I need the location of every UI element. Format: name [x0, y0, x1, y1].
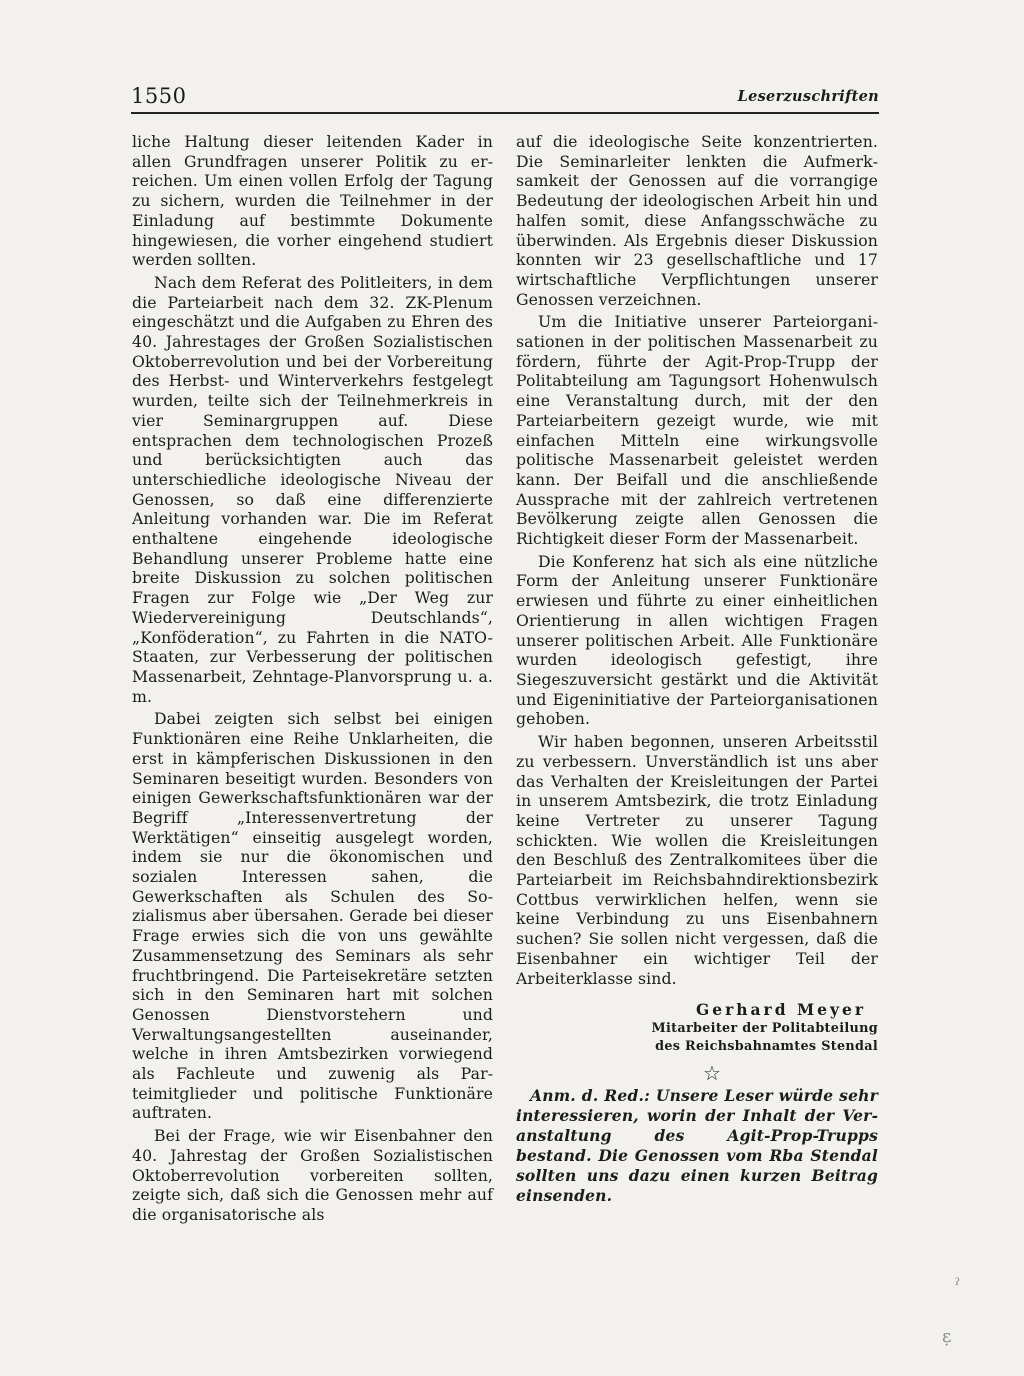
right-column	[516, 132, 878, 1206]
editor-note-label: Anm. d. Red.:	[530, 1085, 651, 1105]
star-ornament-icon: ☆	[702, 1060, 722, 1085]
page-header	[131, 78, 879, 112]
paragraph: Wir haben begonnen, unseren Arbeitsstil zu verbessern. Unverständlich ist uns aber das Verhalten der Kreisleitungen der Partei in unserem Amtsbezirk, die trotz Einladung keine Vertreter zu unserer Tagung schickten. Wie wollen die Kreisleitungen den Beschluß des Zentralkomitees über die Parteiarbeit im Reichsbahndirektionsbezirk Cottbus verwirklichen helfen, wenn sie keine Verbindung zu uns Eisenbahnern suchen? Sie sollen nicht vergessen, daß die Eisenbahner ein wichtiger Teil der Arbeiterklasse sind.	[516, 732, 878, 988]
paragraph: liche Haltung dieser leitenden Kader in allen Grundfragen unserer Politik zu erreichen. Um einen vollen Erfolg der Tagung zu sichern, wurden die Teilnehmer in der Einladung auf bestimmte Dokumente hingewiesen, die vorher eingehend studiert werden sollten.	[132, 132, 493, 270]
author-role: Mitarbeiter der Politabteilung	[651, 1020, 878, 1036]
header-rule	[131, 112, 879, 114]
scan-smudge-icon: ɛ̣	[942, 1326, 952, 1347]
left-column	[132, 132, 493, 1225]
paragraph: Dabei zeigten sich selbst bei einigen Funktionären eine Reihe Unklarheiten, die erst in kämpferischen Diskussionen in den Seminaren beseitigt wurden. Besonders von einigen Gewerkschaftsfunktionären war der Begriff „Interessenvertretung der Werktätigen“ einseitig ausgelegt worden, indem sie nur die ökonomischen und sozialen Interessen sahen, die Gewerkschaften als Schulen des Sozialismus aber übersahen. Gerade bei dieser Frage erwies sich die von uns gewählte Zusammensetzung des Seminars als sehr fruchtbringend. Die Parteisekretäre setzten sich in den Seminaren hart mit solchen Genossen Dienstvorstehern und Verwaltungsangestellten auseinander, welche in ihren Amtsbezirken vorwiegend als Fachleute und zuwenig als Parteimitglieder und politische Funktionäre auftraten.	[132, 709, 493, 1123]
author-office: des Reichsbahnamtes Stendal	[655, 1038, 878, 1054]
signature-block	[516, 1000, 878, 1056]
page-number: 1550	[131, 84, 187, 108]
paragraph: Die Konferenz hat sich als eine nützliche Form der Anleitung unserer Funktionäre erwiesen und führte zu einer einheitlichen Orientierung in allen wichtigen Fragen unserer politischen Arbeit. Alle Funktionäre wurden ideologisch gefestigt, ihre Siegeszuversicht gestärkt und die Aktivität und Eigeninitiative der Parteiorganisationen gehoben.	[516, 551, 878, 729]
scan-smudge-icon: ˀ	[955, 1275, 961, 1296]
paragraph: Nach dem Referat des Politleiters, in dem die Parteiarbeit nach dem 32. ZK-Plenum eingeschätzt und die Aufgaben zu Ehren des 40. Jahrestages der Großen Sozialistischen Oktoberrevolution und bei der Vorbereitung des Herbst- und Winterverkehrs festgelegt wurden, teilte sich der Teilnehmerkreis in vier Seminargruppen auf. Diese entsprachen dem technologischen Prozeß und berücksichtigten auch das unterschiedliche ideologische Niveau der Genossen, so daß eine differenzierte Anleitung vorhanden war. Die im Referat enthaltene eingehende ideologische Behandlung unserer Probleme hatte eine breite Diskussion zu solchen politischen Fragen zur Folge wie „Der Weg zur Wiedervereinigung Deutschlands“, „Konföderation“, zu Fahrten in die NATO-Staaten, zur Verbesserung der politischen Massenarbeit, Zehntage-Planvorsprung u. a. m.	[132, 272, 493, 706]
paragraph: Bei der Frage, wie wir Eisenbahner den 40. Jahrestag der Großen Sozialistischen Oktoberrevolution vorbereiten sollten, zeigte sich, daß sich die Genossen mehr auf die organisatorische als	[132, 1126, 493, 1224]
editor-note	[516, 1086, 878, 1206]
paragraph: auf die ideologische Seite konzentrierten. Die Seminarleiter lenkten die Aufmerksamkeit der Genossen auf die vorrangige Bedeutung der ideologischen Arbeit hin und halfen somit, diese Anfangsschwäche zu überwinden. Als Ergebnis dieser Diskussion konnten wir 23 gesellschaftliche und 17 wirtschaftliche Verpflichtungen unserer Genossen verzeichnen.	[516, 132, 878, 309]
paragraph: Um die Initiative unserer Parteiorganisationen in der politischen Massenarbeit zu fördern, führte der Agit-Prop-Trupp der Politabteilung am Tagungsort Hohenwulsch eine Veranstaltung durch, mit der den Parteiarbeitern gezeigt wurde, wie mit einfachen Mitteln eine wirkungsvolle politische Massenarbeit geleistet werden kann. Der Beifall und die anschließende Aussprache mit der zahlreich vertretenen Bevölkerung zeigte allen Genossen die Richtigkeit dieser Form der Massenarbeit.	[516, 312, 878, 549]
author-name: Gerhard Meyer	[695, 1000, 866, 1020]
running-head: Leserzuschriften	[737, 88, 879, 105]
editor-note-text: Unsere Leser würde sehr interessieren, worin der Inhalt der Veranstaltung des Agit-Prop-Trupps bestand. Die Genossen vom Rba Stendal sollten uns dazu einen kurzen Beitrag einsenden.	[516, 1085, 878, 1205]
